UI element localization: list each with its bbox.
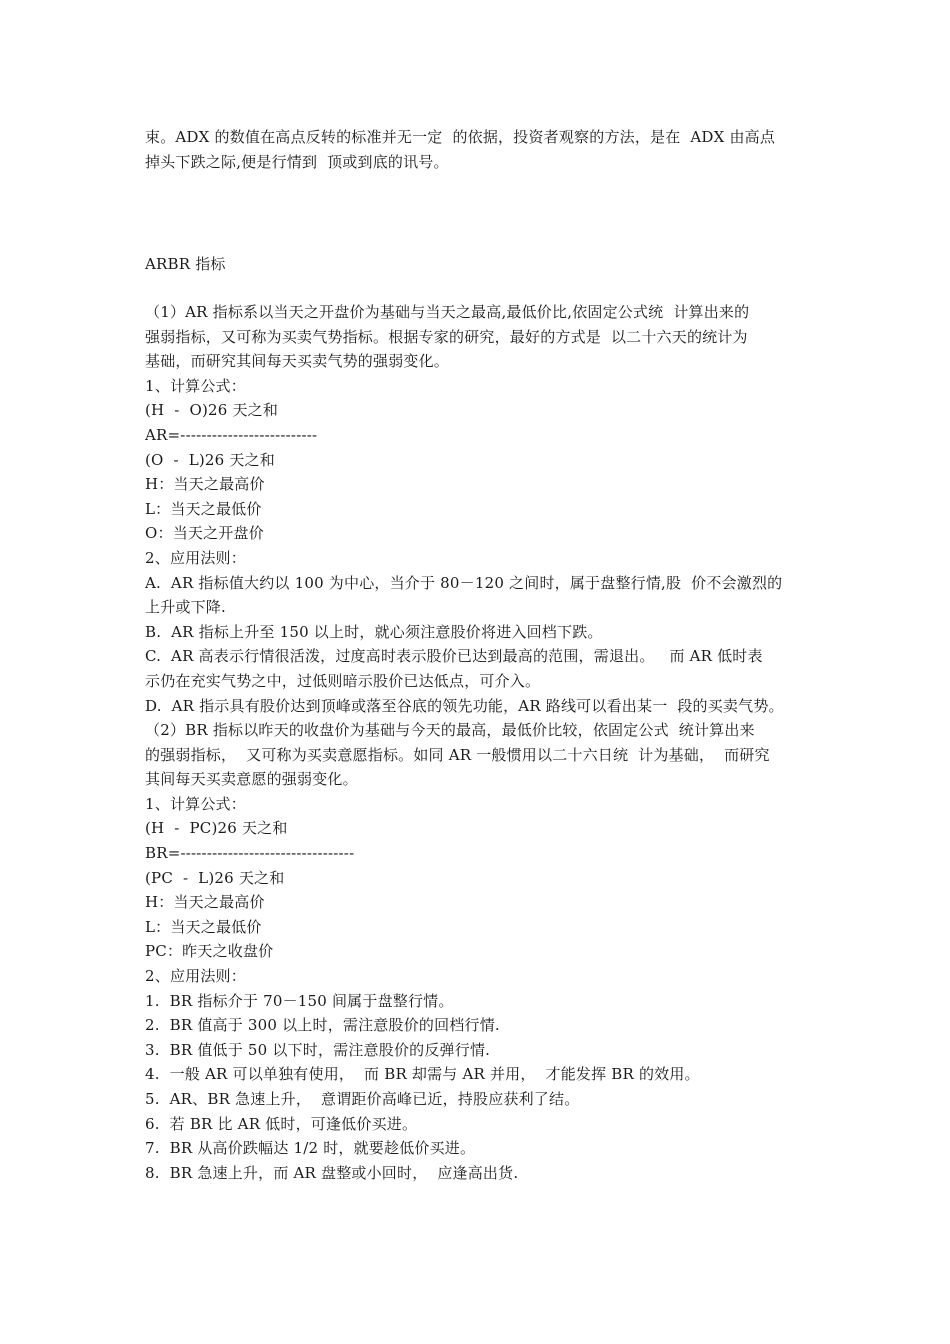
text-line: PC：昨天之收盘价: [145, 942, 274, 961]
list-item: 6. 若 BR 比 AR 低时，可逢低价买进。: [145, 1114, 418, 1133]
text-line: 2、应用法则：: [145, 548, 246, 567]
text-line: 其间每天买卖意愿的强弱变化。: [145, 770, 358, 789]
list-item: 8. BR 急速上升，而 AR 盘整或小回时， 应逢高出货.: [145, 1163, 519, 1182]
formula-line: (H - O)26 天之和: [145, 401, 279, 420]
text-line: 束。ADX 的数值在高点反转的标准并无一定 的依据，投资者观察的方法，是在 ADX 由高点: [145, 128, 776, 146]
text-line: L：当天之最低价: [145, 499, 262, 518]
list-item: 2. BR 值高于 300 以上时，需注意股价的回档行情.: [145, 1016, 500, 1035]
formula-line: (H - PC)26 天之和: [145, 819, 288, 838]
text-line: 上升或下降.: [145, 598, 226, 617]
formula-line: (PC - L)26 天之和: [145, 868, 285, 887]
list-item: 5. AR、BR 急速上升， 意谓距价高峰已近，持股应获利了结。: [145, 1090, 580, 1108]
text-line: 基础，而研究其间每天买卖气势的强弱变化。: [145, 352, 450, 371]
text-line: L：当天之最低价: [145, 917, 262, 936]
list-item: 1. BR 指标介于 70－150 间属于盘整行情。: [145, 991, 454, 1010]
text-line: C. AR 高表示行情很活泼，过度高时表示股价已达到最高的范围，需退出。 而 AR 低时表: [145, 647, 763, 666]
text-line: B. AR 指标上升至 150 以上时，就心须注意股价将进入回档下跌。: [145, 622, 603, 641]
text-line: 2、应用法则：: [145, 967, 246, 986]
formula-line: AR=--------------------------: [145, 425, 318, 444]
text-line: H：当天之最高价: [145, 475, 265, 494]
text-line: 1、计算公式：: [145, 376, 246, 395]
text-line: 1、计算公式：: [145, 794, 246, 813]
text-line: D. AR 指示具有股价达到顶峰或落至谷底的领先功能，AR 路线可以看出某一 段的买卖气势。: [145, 696, 784, 715]
list-item: 4. 一般 AR 可以单独有使用， 而 BR 却需与 AR 并用， 才能发挥 BR 的效用。: [145, 1065, 700, 1084]
text-line: 强弱指标，又可称为买卖气势指标。根据专家的研究，最好的方式是 以二十六天的统计为: [145, 327, 748, 346]
list-item: 3. BR 值低于 50 以下时，需注意股价的反弹行情.: [145, 1040, 491, 1059]
text-line: 的强弱指标， 又可称为买卖意愿指标。如同 AR 一般惯用以二十六日统 计为基础， 而研究: [145, 745, 770, 764]
list-item: 7. BR 从高价跌幅达 1/2 时，就要趁低价买进。: [145, 1139, 476, 1158]
text-line: A. AR 指标值大约以 100 为中心，当介于 80－120 之间时，属于盘整行情,股 价不会激烈的: [145, 573, 783, 592]
formula-line: (O - L)26 天之和: [145, 450, 275, 469]
text-line: （2）BR 指标以昨天的收盘价为基础与今天的最高，最低价比较，依固定公式 统计算出来: [145, 721, 755, 740]
section-heading-block: [145, 252, 825, 277]
text-line: H：当天之最高价: [145, 893, 265, 912]
text-line: 掉头下跌之际,便是行情到 顶或到底的讯号。: [145, 152, 449, 171]
section-body: [145, 300, 825, 1185]
intro-paragraph: [145, 125, 825, 174]
text-line: （1）AR 指标系以当天之开盘价为基础与当天之最高,最低价比,依固定公式统 计算出来的: [145, 303, 750, 321]
formula-line: BR=---------------------------------: [145, 844, 355, 863]
section-heading: ARBR 指标: [145, 255, 226, 273]
text-line: 示仍在充实气势之中，过低则暗示股价已达低点，可介入。: [145, 671, 541, 690]
text-line: O：当天之开盘价: [145, 524, 264, 543]
